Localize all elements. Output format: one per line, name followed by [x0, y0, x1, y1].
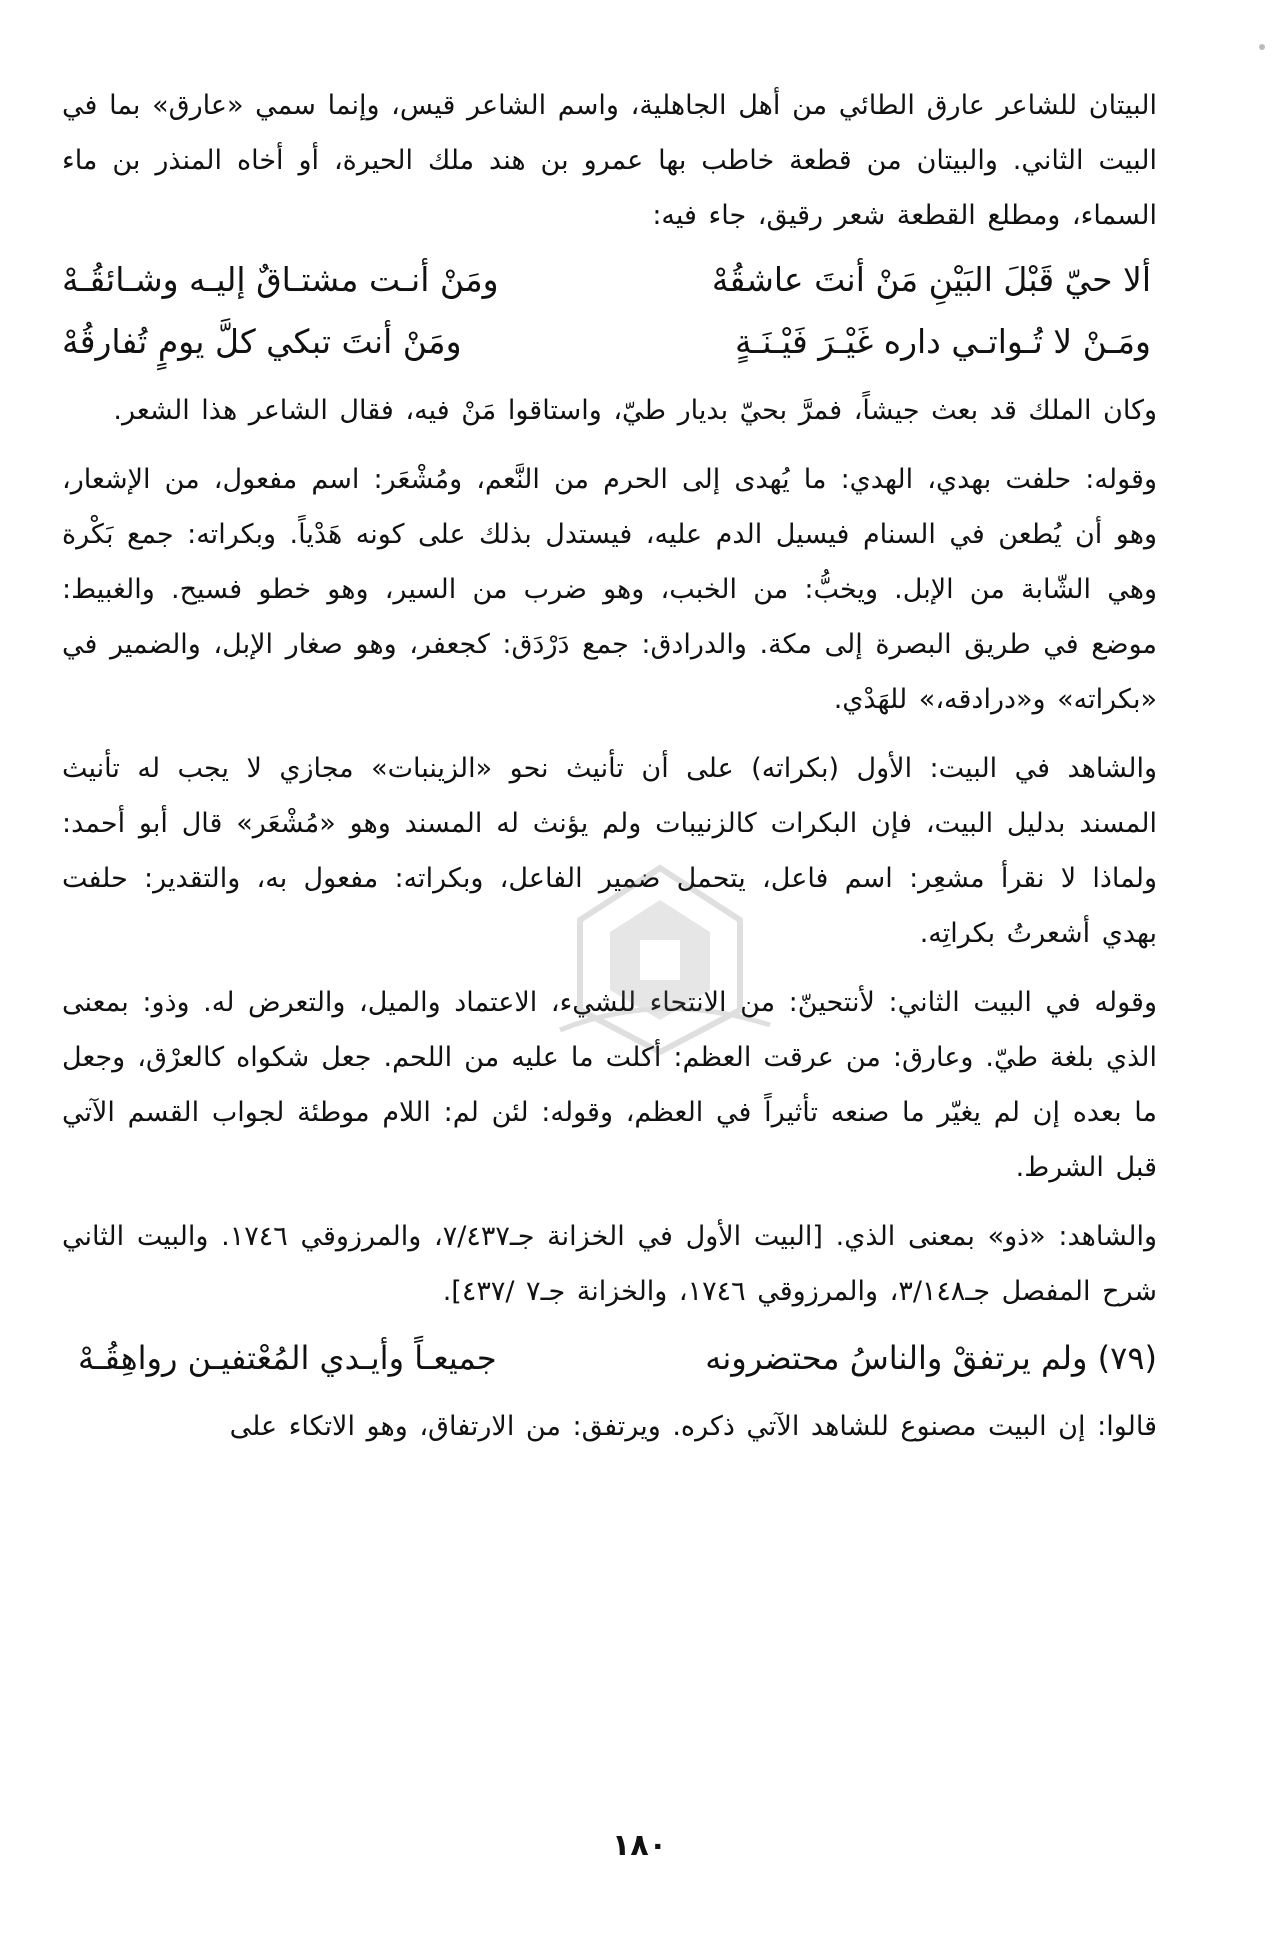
verse-1-second-hemistich: ومَنْ أنـت مشتـاقٌ إليـه وشـائقُـهْ — [62, 260, 499, 299]
paragraph-context: وكان الملك قد بعث جيشاً، فمرَّ بحيّ بديار طيّ، واستاقوا مَنْ فيه، فقال الشاعر هذا الشعر. — [113, 395, 1157, 426]
paragraph-intro: البيتان للشاعر عارق الطائي من أهل الجاهلية، واسم الشاعر قيس، وإنما سمي «عارق» بما في البيت الثاني. والبيتان من قطعة خاطب بها عمرو بن هند ملك الحيرة، أو أخاه المنذر بن ماء السماء، ومطلع القطعة شعر رقيق، جاء فيه: — [62, 90, 1157, 231]
verse-2-first-hemistich: ومَـنْ لا تُـواتـي داره غَيْـرَ فَيْـنَـةٍ — [735, 322, 1151, 361]
scan-dot — [1259, 44, 1265, 50]
verse-79 — [62, 1325, 1157, 1391]
library-seal-watermark-icon — [540, 860, 780, 1060]
verse-2-second-hemistich: ومَنْ أنتَ تبكي كلَّ يومٍ تُفارقُهْ — [62, 322, 462, 361]
paragraph-evidence-first-verse: والشاهد في البيت: الأول (بكراته) على أن تأنيث نحو «الزينبات» مجازي لا يجب له تأنيث المسند بدليل البيت، فإن البكرات كالزنيبات ولم يؤنث له المسند وهو «مُشْعَر» قال أبو أحمد: ولماذا لا نقرأ مشعِر: اسم فاعل، يتحمل ضمير الفاعل، وبكراته: مفعول به، والتقدير: حلفت بهدي أشعرتُ بكراتِه. — [62, 753, 1157, 949]
paragraph-second-verse: وقوله في البيت الثاني: لأنتحينّ: من الانتحاء للشيء، الاعتماد والميل، والتعرض له. وذو: بمعنى الذي بلغة طيّ. وعارق: من عرقت العظم: أكلت ما عليه من اللحم. جعل شكواه كالعرْق، وجعل ما بعده إن لم يغيّر ما صنعه تأثيراً في العظم، وقوله: لئن لم: اللام موطئة لجواب القسم الآتي قبل الشرط. — [62, 987, 1157, 1183]
spacer — [62, 438, 1157, 452]
spacer — [62, 1195, 1157, 1209]
spacer — [62, 727, 1157, 741]
verse-line-1 — [62, 249, 1157, 311]
verse-1-first-hemistich: ألا حيّ قَبْلَ البَيْنِ مَنْ أنتَ عاشقُهْ — [711, 260, 1151, 299]
page-number: ١٨٠ — [612, 1828, 667, 1863]
verse-79-second-hemistich: جميعـاً وأيـدي المُعْتفيـن رواهِقُـهْ — [78, 1339, 497, 1377]
poem-verses — [62, 249, 1157, 373]
verse-79-first-hemistich: (٧٩) ولم يرتفقْ والناسُ محتضرونه — [705, 1339, 1157, 1377]
paragraph-evidence-sources: والشاهد: «ذو» بمعنى الذي. [البيت الأول في الخزانة جـ٧/٤٣٧، والمرزوقي ١٧٤٦. والبيت الثاني شرح المفصل جـ٣/١٤٨، والمرزوقي ١٧٤٦، والخزانة جـ٧ /٤٣٧]. — [62, 1221, 1157, 1307]
verse-line-2 — [62, 311, 1157, 373]
paragraph-verse-79-commentary: قالوا: إن البيت مصنوع للشاهد الآتي ذكره. ويرتفق: من الارتفاق، وهو الاتكاء على — [229, 1411, 1157, 1442]
paragraph-vocabulary: وقوله: حلفت بهدي، الهدي: ما يُهدى إلى الحرم من النَّعم، ومُشْعَر: اسم مفعول، من الإشعار، وهو أن يُطعن في السنام فيسيل الدم عليه، فيستدل بذلك على كونه هَدْياً. وبكراته: جمع بَكْرة وهي الشّابة من الإبل. ويخبُّ: من الخبب، وهو ضرب من السير، وهو خطو فسيح. والغبيط: موضع في طريق البصرة إلى مكة. والدرادق: جمع دَرْدَق: كجعفر، وهو صغار الإبل، والضمير في «بكراته» و«درادقه،» للهَدْي. — [62, 464, 1157, 715]
